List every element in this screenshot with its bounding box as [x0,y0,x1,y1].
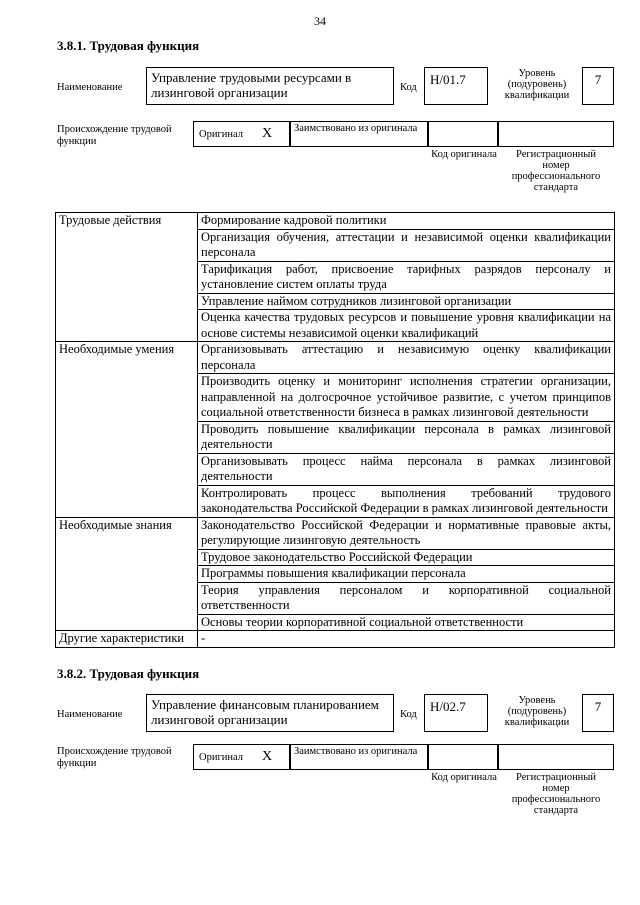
item-cell: Организовывать аттестацию и независимую оценку квалификации персонала [198,342,615,374]
code-label: Код [400,82,417,93]
code-value: H/01.7 [424,67,488,105]
original-cell [193,121,290,147]
origin-label: Происхождение трудовой функции [57,746,172,769]
item-cell: Организовывать процесс найма персонала в рамках лизинговой деятельности [198,453,615,485]
item-cell: Контролировать процесс выполнения требований трудового законодательства Российской Федерации в рамках лизинговой деятельности [198,485,615,517]
code-label: Код [400,709,417,720]
code-original-label: Код оригинала [431,772,497,783]
item-cell: Теория управления персоналом и корпоративной социальной ответственности [198,582,615,614]
item-cell: Организация обучения, аттестации и независимой оценки квалификации персонала [198,229,615,261]
category-cell: Необходимые знания [56,517,198,631]
level-value: 7 [582,67,614,105]
name-label: Наименование [57,709,123,720]
name-value: Управление финансовым планированием лизинговой организации [146,694,394,732]
code-value: H/02.7 [424,694,488,732]
level-label: Уровень (подуровень) квалификации [504,695,570,728]
origin-row [193,744,614,770]
item-cell: Формирование кадровой политики [198,213,615,230]
name-label: Наименование [57,82,123,93]
reg-number-cell [498,121,614,147]
section-title: 3.8.1. Трудовая функция [57,38,200,53]
table-row [56,517,615,549]
reg-number-cell [498,744,614,770]
item-cell: Основы теории корпоративной социальной ответственности [198,614,615,631]
borrowed-cell: Заимствовано из оригинала [290,121,428,147]
borrowed-cell: Заимствовано из оригинала [290,744,428,770]
level-label: Уровень (подуровень) квалификации [504,68,570,101]
code-original-label: Код оригинала [431,149,497,160]
category-cell: Другие характеристики [56,631,198,648]
reg-number-label: Регистрационный номер профессионального стандарта [511,149,601,193]
item-cell: Производить оценку и мониторинг исполнения стратегии организации, направленной на долгосрочное устойчивое развитие, с учетом принципов социальной ответственности бизнеса в рамках лизинговой деятельности [198,374,615,422]
section-title: 3.8.2. Трудовая функция [57,666,200,681]
item-cell: Проводить повышение квалификации персонала в рамках лизинговой деятельности [198,421,615,453]
original-cell [193,744,290,770]
category-cell: Трудовые действия [56,213,198,342]
original-mark: X [262,749,273,764]
original-mark: X [262,126,273,141]
item-cell: Трудовое законодательство Российской Федерации [198,549,615,566]
item-cell: Тарификация работ, присвоение тарифных разрядов персоналу и установление систем оплаты труда [198,261,615,293]
item-cell: Программы повышения квалификации персонала [198,566,615,583]
page-number: 34 [314,14,326,28]
item-cell: Управление наймом сотрудников лизинговой организации [198,293,615,310]
code-original-cell [428,744,498,770]
function-table [55,212,615,648]
original-label: Оригинал [199,129,243,140]
origin-row [193,121,614,147]
item-cell: Оценка качества трудовых ресурсов и повышение уровня квалификации на основе системы независимой оценки квалификаций [198,310,615,342]
reg-number-label: Регистрационный номер профессионального стандарта [511,772,601,816]
level-value: 7 [582,694,614,732]
item-cell: Законодательство Российской Федерации и нормативные правовые акты, регулирующие лизинговую деятельность [198,517,615,549]
item-cell: - [198,631,615,648]
table-row [56,213,615,230]
origin-label: Происхождение трудовой функции [57,124,172,147]
table-row [56,631,615,648]
code-original-cell [428,121,498,147]
category-cell: Необходимые умения [56,342,198,518]
original-label: Оригинал [199,752,243,763]
name-value: Управление трудовыми ресурсами в лизинговой организации [146,67,394,105]
table-row [56,342,615,374]
